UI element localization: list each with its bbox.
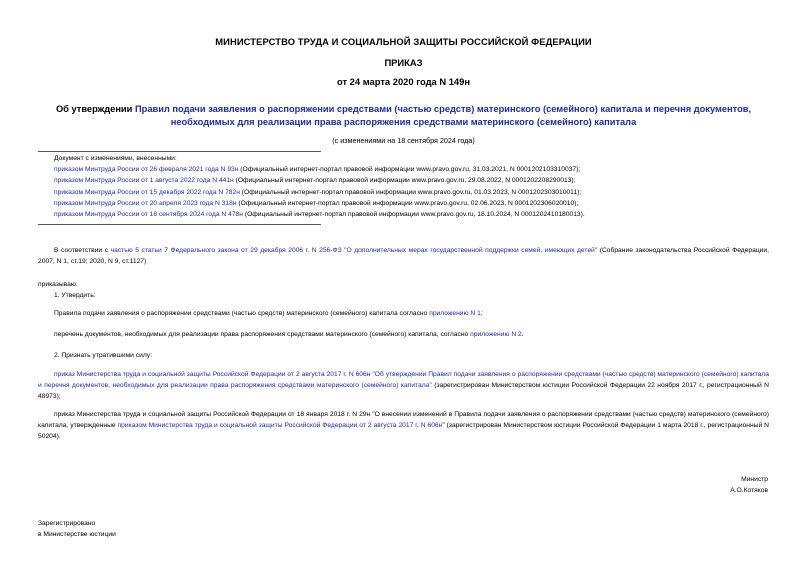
list-approval-line bbox=[38, 329, 785, 340]
preamble-text-end: (Собрание законодательства Российской Федерации, 2007, N 1, ст.19; 2020, N 9, ст.1127) bbox=[38, 247, 769, 266]
preamble-paragraph bbox=[38, 245, 769, 267]
document-date-number: от 24 марта 2020 года N 149н bbox=[336, 76, 471, 87]
changes-item-link[interactable]: приказом Минтруда России от 18 сентября 2024 года N 478н bbox=[54, 211, 243, 219]
registration-line-1: Зарегистрировано bbox=[38, 520, 96, 527]
document-subject bbox=[30, 103, 777, 128]
changes-item bbox=[38, 187, 798, 198]
changes-item-text: (Официальный интернет-портал правовой информации www.pravo.gov.ru, 31.03.2021, N 0001202103310037); bbox=[238, 166, 581, 174]
repeal-paragraph-2 bbox=[38, 409, 769, 443]
registration-line-2: в Министерстве юстиции bbox=[38, 531, 116, 539]
divider-bottom bbox=[38, 224, 321, 225]
signature-block bbox=[730, 474, 768, 496]
changes-item-text: (Официальный интернет-портал правовой информации www.pravo.gov.ru, 29.08.2022, N 0001202208290013); bbox=[233, 177, 576, 185]
item-1-heading: 1. Утвердить: bbox=[54, 292, 96, 299]
revision-note: (с изменениями на 18 сентября 2024 года) bbox=[332, 136, 475, 145]
subject-link[interactable]: Правил подачи заявления о распоряжении средствами (частью средств) материнского (семейного) капитала и перечня документов, необходимых для реализации права распоряжения средствами материнского (семейного) капитала bbox=[134, 104, 752, 127]
changes-item-link[interactable]: приказом Минтруда России от 1 августа 2022 года N 441н bbox=[54, 177, 234, 185]
changes-item-link[interactable]: приказом Минтруда России от 20 апреля 2023 года N 318н bbox=[54, 199, 237, 207]
subject-prefix: Об утверждении bbox=[55, 104, 135, 114]
changes-item-text: (Официальный интернет-портал правовой информации www.pravo.gov.ru, 18.10.2024, N 0001202410180013). bbox=[242, 211, 585, 219]
appendix-2-link[interactable]: приложению N 2 bbox=[470, 331, 522, 338]
changes-item-link[interactable]: приказом Минтруда России от 26 февраля 2021 года N 93н bbox=[54, 166, 239, 174]
changes-item-text: (Официальный интернет-портал правовой информации www.pravo.gov.ru, 02.06.2023, N 0001202306020010); bbox=[236, 199, 579, 207]
changes-intro: Документ с изменениями, внесенными: bbox=[54, 155, 177, 162]
changes-item bbox=[38, 209, 798, 220]
preamble-law-link[interactable]: частью 5 статьи 7 Федерального закона от 29 декабря 2006 г. N 256-ФЗ "О дополнительных мерах государственной поддержки семей, имеющих детей" bbox=[110, 247, 598, 254]
repeal-2-link[interactable]: приказом Министерства труда и социальной защиты Российской Федерации от 2 августа 2017 г. N 606н bbox=[117, 422, 443, 430]
changes-item bbox=[38, 198, 798, 209]
changes-item-link[interactable]: приказом Минтруда России от 15 декабря 2022 года N 782н bbox=[54, 188, 240, 196]
changes-item-text: (Официальный интернет-портал правовой информации www.pravo.gov.ru, 01.03.2023, N 0001202303010011); bbox=[239, 188, 582, 196]
rules-text: Правила подачи заявления о распоряжении средствами (частью средств) материнского (семейного) капитала согласно bbox=[54, 310, 430, 317]
rules-approval-line bbox=[38, 308, 785, 319]
rules-end: ; bbox=[480, 310, 483, 317]
repeal-paragraph-1 bbox=[38, 369, 769, 403]
changes-item bbox=[38, 164, 798, 175]
repeal-1-text: (зарегистрирован Министерством юстиции Российской Федерации 22 ноября 2017 г., регистрационный N 48973); bbox=[38, 382, 769, 401]
changes-item bbox=[38, 175, 798, 186]
divider-top bbox=[38, 151, 321, 152]
preamble-text: В соответствии с bbox=[54, 247, 111, 254]
registration-block bbox=[38, 518, 116, 540]
document-type: ПРИКАЗ bbox=[384, 57, 423, 68]
ministry-title: МИНИСТЕРСТВО ТРУДА И СОЦИАЛЬНОЙ ЗАЩИТЫ РОССИЙСКОЙ ФЕДЕРАЦИИ bbox=[215, 36, 592, 47]
list-end: . bbox=[521, 331, 524, 338]
appendix-1-link[interactable]: приложению N 1 bbox=[429, 310, 481, 317]
repeal-2-text: приказ Министерства труда и социальной защиты Российской Федерации от 18 января 2018 г. N 29н "О внесении изменений в Правила подачи заявления о распоряжении средствами (частью средств) материнского (семейного) капитала, утвержденные bbox=[38, 411, 769, 430]
changes-block bbox=[38, 153, 798, 220]
signatory-name: А.О.Котяков bbox=[730, 487, 768, 495]
item-2-heading: 2. Признать утратившими силу: bbox=[54, 352, 152, 359]
repeal-2-text-end: " (зарегистрирован Министерством юстиции Российской Федерации 1 марта 2018 г., регистрационный N 50204). bbox=[38, 422, 769, 441]
list-text: перечень документов, необходимых для реализации права распоряжения средствами материнского (семейного) капитала, согласно bbox=[54, 331, 471, 338]
order-word: приказываю: bbox=[38, 281, 78, 288]
repeal-1-link[interactable]: приказ Министерства труда и социальной защиты Российской Федерации от 2 августа 2017 г. N 606н "Об утверждении Правил подачи заявления о распоряжении средствами (частью средств) материнского (семейного) капитала и перечня документов, необходимых для реализации права распоряжения средствами материнского (семейного) капитала" bbox=[38, 371, 769, 390]
signatory-title: Министр bbox=[741, 476, 768, 483]
